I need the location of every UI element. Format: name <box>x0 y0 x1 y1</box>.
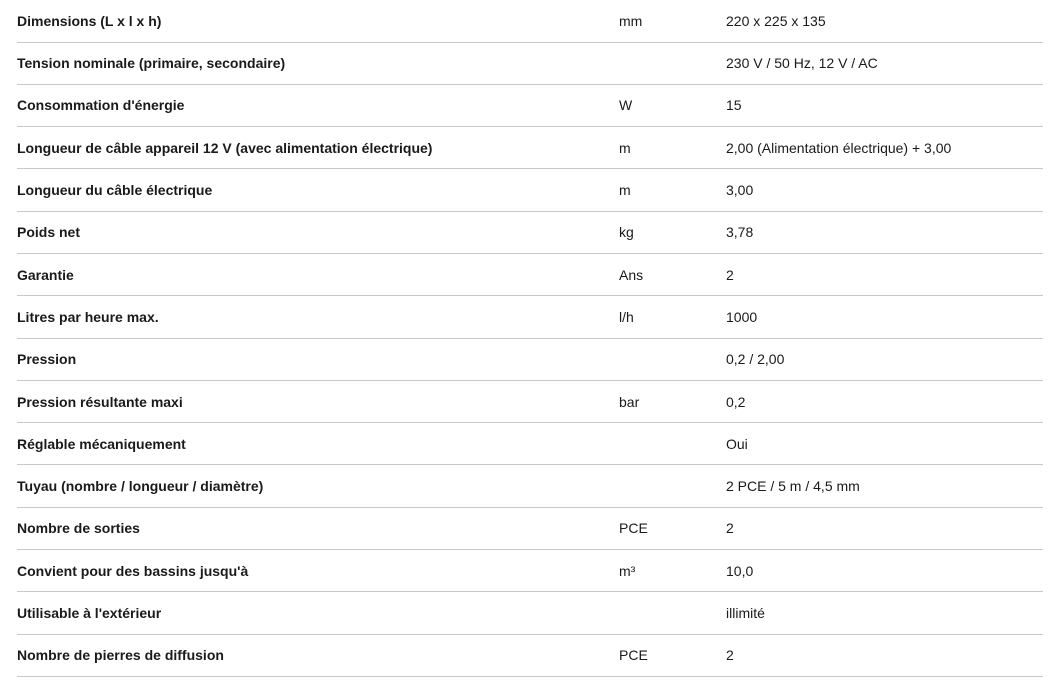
spec-label: Nombre de sorties <box>17 520 140 537</box>
spec-label: Longueur de câble appareil 12 V (avec alimentation électrique) <box>17 139 433 156</box>
spec-unit: m <box>619 182 631 199</box>
spec-value: 0,2 <box>726 393 746 410</box>
spec-label: Longueur du câble électrique <box>17 182 213 199</box>
spec-value: 2 <box>726 266 734 283</box>
spec-value: 3,78 <box>726 224 754 241</box>
spec-label: Poids net <box>17 224 81 241</box>
spec-unit: m <box>619 139 631 156</box>
spec-unit: PCE <box>619 520 648 537</box>
spec-label: Convient pour des bassins jusqu'à <box>17 562 249 579</box>
spec-row <box>17 635 1043 677</box>
spec-unit: kg <box>619 224 634 241</box>
spec-row <box>17 423 1043 465</box>
spec-label: Tuyau (nombre / longueur / diamètre) <box>17 478 264 495</box>
spec-label: Utilisable à l'extérieur <box>17 605 162 621</box>
spec-row <box>17 550 1043 592</box>
spec-row <box>17 254 1043 296</box>
spec-value: 2,00 (Alimentation électrique) + 3,00 <box>726 139 952 156</box>
spec-value: 2 <box>726 647 734 664</box>
spec-row <box>17 127 1043 169</box>
spec-row <box>17 381 1043 423</box>
spec-unit: PCE <box>619 647 648 664</box>
spec-unit: m³ <box>619 562 636 579</box>
spec-row <box>17 296 1043 338</box>
spec-label: Garantie <box>17 266 74 283</box>
spec-value: 230 V / 50 Hz, 12 V / AC <box>726 55 878 72</box>
spec-row <box>17 592 1043 634</box>
spec-value: 0,2 / 2,00 <box>726 351 785 368</box>
spec-row <box>17 0 1043 43</box>
spec-value: 220 x 225 x 135 <box>726 12 826 29</box>
spec-value: 1000 <box>726 308 758 325</box>
spec-table <box>17 0 1043 677</box>
spec-row <box>17 508 1043 550</box>
spec-value: 2 <box>726 520 734 537</box>
spec-value: 15 <box>726 97 742 114</box>
spec-label: Consommation d'énergie <box>17 97 185 114</box>
spec-row <box>17 85 1043 127</box>
spec-row <box>17 339 1043 381</box>
spec-value: 3,00 <box>726 182 754 199</box>
spec-unit: l/h <box>619 308 634 325</box>
spec-value: illimité <box>726 605 765 621</box>
spec-unit: W <box>619 97 633 114</box>
spec-label: Nombre de pierres de diffusion <box>17 647 224 664</box>
spec-unit: Ans <box>619 266 644 283</box>
spec-row <box>17 43 1043 85</box>
spec-value: 10,0 <box>726 562 754 579</box>
spec-label: Pression <box>17 351 77 368</box>
spec-label: Tension nominale (primaire, secondaire) <box>17 55 286 72</box>
spec-row <box>17 465 1043 507</box>
spec-unit: bar <box>619 393 640 410</box>
spec-value: Oui <box>726 435 748 452</box>
spec-label: Réglable mécaniquement <box>17 435 186 452</box>
spec-unit: mm <box>619 12 643 29</box>
spec-row <box>17 212 1043 254</box>
spec-label: Litres par heure max. <box>17 308 159 325</box>
spec-label: Dimensions (L x l x h) <box>17 12 162 29</box>
spec-row <box>17 169 1043 211</box>
spec-label: Pression résultante maxi <box>17 393 183 410</box>
spec-value: 2 PCE / 5 m / 4,5 mm <box>726 478 860 495</box>
